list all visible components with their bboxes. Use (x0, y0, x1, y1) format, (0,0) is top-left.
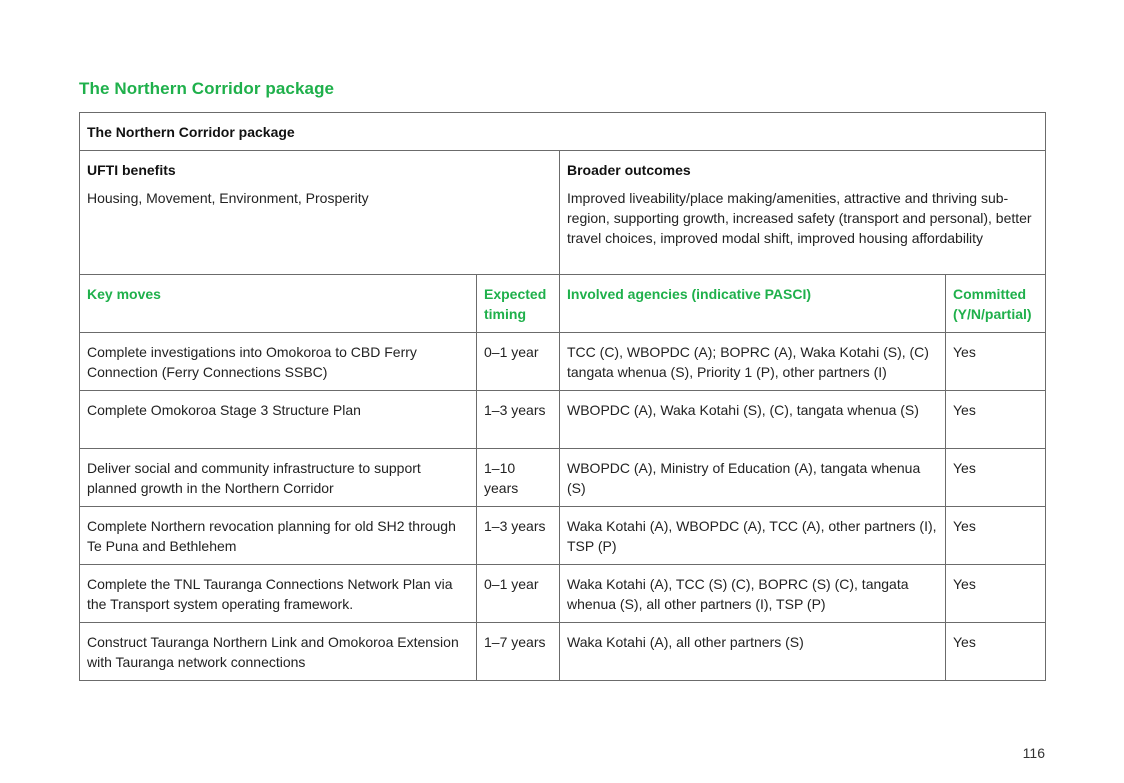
table-row (80, 449, 1046, 507)
header-committed: Committed (Y/N/partial) (946, 275, 1046, 333)
key-move-cell: Complete investigations into Omokoroa to CBD Ferry Connection (Ferry Connections SSBC) (80, 333, 477, 391)
header-agencies: Involved agencies (indicative PASCI) (560, 275, 946, 333)
table-row (80, 333, 1046, 391)
broader-outcomes-label: Broader outcomes (567, 162, 691, 178)
column-header-row (80, 275, 1046, 333)
ufti-benefits-text: Housing, Movement, Environment, Prosperity (87, 190, 369, 206)
committed-cell: Yes (946, 565, 1046, 623)
benefits-row (80, 151, 1046, 275)
committed-cell: Yes (946, 449, 1046, 507)
broader-outcomes-cell (560, 151, 1046, 275)
agencies-cell: Waka Kotahi (A), TCC (S) (C), BOPRC (S) (C), tangata whenua (S), all other partners (I), TSP (P) (560, 565, 946, 623)
committed-cell: Yes (946, 391, 1046, 449)
ufti-benefits-label: UFTI benefits (87, 162, 176, 178)
key-move-cell: Complete Omokoroa Stage 3 Structure Plan (80, 391, 477, 449)
table-title-row (80, 113, 1046, 151)
agencies-cell: WBOPDC (A), Waka Kotahi (S), (C), tangata whenua (S) (560, 391, 946, 449)
broader-outcomes-text: Improved liveability/place making/amenities, attractive and thriving sub-region, supporting growth, increased safety (transport and personal), better travel choices, improved modal shift, improved housing affordability (567, 190, 1032, 246)
agencies-cell: Waka Kotahi (A), all other partners (S) (560, 623, 946, 681)
table-row (80, 623, 1046, 681)
table-row (80, 507, 1046, 565)
key-move-cell: Construct Tauranga Northern Link and Omokoroa Extension with Tauranga network connections (80, 623, 477, 681)
committed-cell: Yes (946, 333, 1046, 391)
timing-cell: 1–7 years (477, 623, 560, 681)
header-key-moves: Key moves (80, 275, 477, 333)
timing-cell: 1–10 years (477, 449, 560, 507)
timing-cell: 0–1 year (477, 565, 560, 623)
timing-cell: 1–3 years (477, 391, 560, 449)
header-timing: Expected timing (477, 275, 560, 333)
agencies-cell: Waka Kotahi (A), WBOPDC (A), TCC (A), other partners (I), TSP (P) (560, 507, 946, 565)
page-number: 116 (1022, 745, 1045, 761)
committed-cell: Yes (946, 507, 1046, 565)
timing-cell: 0–1 year (477, 333, 560, 391)
timing-cell: 1–3 years (477, 507, 560, 565)
key-move-cell: Complete Northern revocation planning for old SH2 through Te Puna and Bethlehem (80, 507, 477, 565)
table-row (80, 565, 1046, 623)
key-move-cell: Deliver social and community infrastructure to support planned growth in the Northern Corridor (80, 449, 477, 507)
table-title: The Northern Corridor package (80, 113, 1046, 151)
table-row (80, 391, 1046, 449)
northern-corridor-table (79, 112, 1046, 681)
agencies-cell: WBOPDC (A), Ministry of Education (A), tangata whenua (S) (560, 449, 946, 507)
page-heading: The Northern Corridor package (79, 79, 335, 98)
ufti-benefits-cell (80, 151, 560, 275)
agencies-cell: TCC (C), WBOPDC (A); BOPRC (A), Waka Kotahi (S), (C) tangata whenua (S), Priority 1 (P), other partners (I) (560, 333, 946, 391)
key-move-cell: Complete the TNL Tauranga Connections Network Plan via the Transport system operating framework. (80, 565, 477, 623)
committed-cell: Yes (946, 623, 1046, 681)
